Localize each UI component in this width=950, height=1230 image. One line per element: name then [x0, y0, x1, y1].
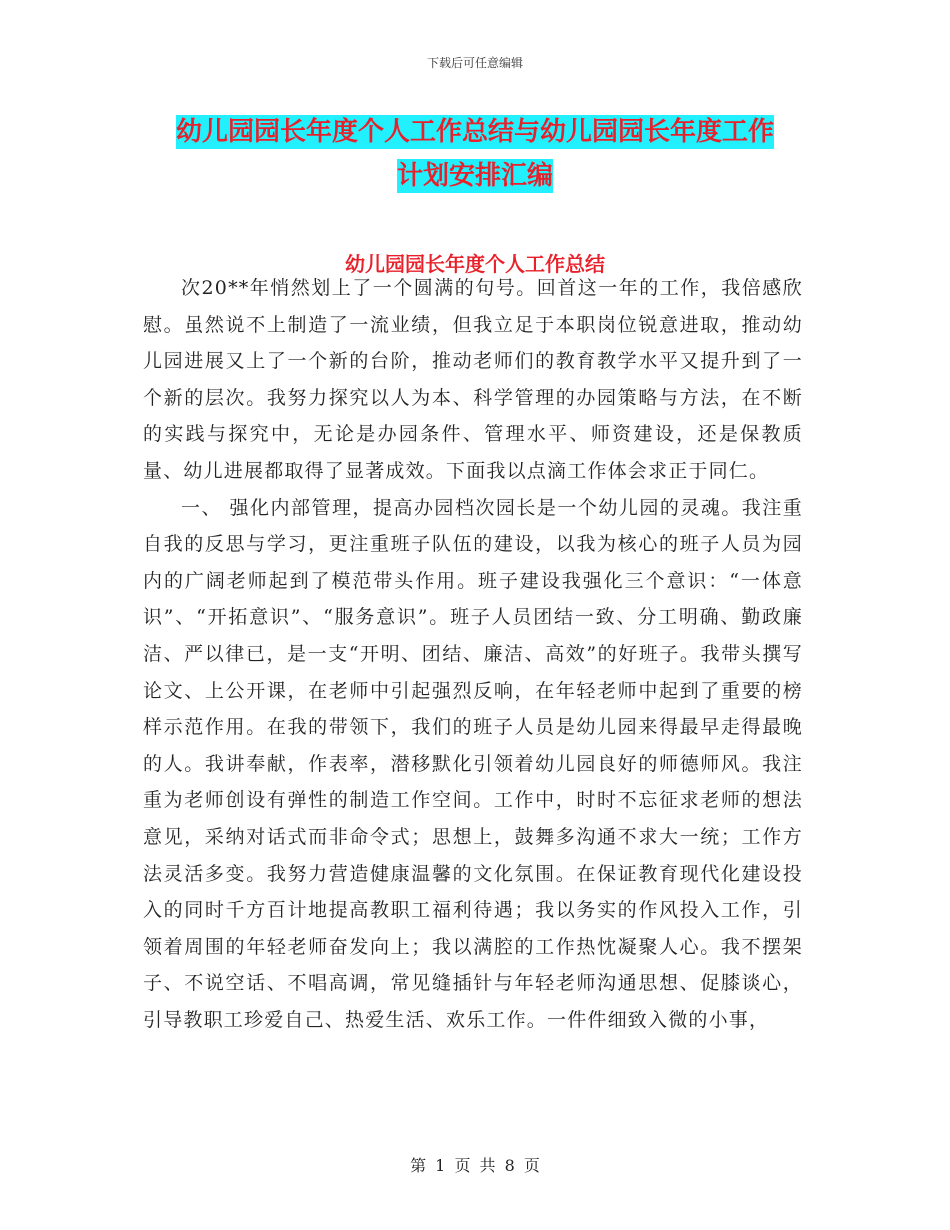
document-title — [0, 110, 950, 198]
document-body — [143, 270, 803, 1038]
paragraph-section-1: 一、 强化内部管理，提高办园档次园长是一个幼儿园的灵魂。我注重自我的反思与学习，更注重班子队伍的建设，以我为核心的班子人员为园内的广阔老师起到了模范带头作用。班子建设我强化三个意识：“一体意识”、“开拓意识”、“服务意识”。班子人员团结一致、分工明确、勤政廉洁、严以律已，是一支“开明、团结、廉洁、高效”的好班子。我带头撰写论文、上公开课，在老师中引起强烈反响，在年轻老师中起到了重要的榜样示范作用。在我的带领下，我们的班子人员是幼儿园来得最早走得最晚的人。我讲奉献，作表率，潜移默化引领着幼儿园良好的师德师风。我注重为老师创设有弹性的制造工作空间。工作中，时时不忘征求老师的想法意见，采纳对话式而非命令式；思想上，鼓舞多沟通不求大一统；工作方法灵活多变。我努力营造健康温馨的文化氛围。在保证教育现代化建设投入的同时千方百计地提高教职工福利待遇；我以务实的作风投入工作，引领着周围的年轻老师奋发向上；我以满腔的工作热忱凝聚人心。我不摆架子、不说空话、不唱高调，常见缝插针与年轻老师沟通思想、促膝谈心，引导教职工珍爱自己、热爱生活、欢乐工作。一件件细致入微的小事， — [143, 496, 803, 1031]
section-title: 幼儿园园长年度个人工作总结 — [345, 252, 605, 276]
title-line-1: 幼儿园园长年度个人工作总结与幼儿园园长年度工作 — [175, 117, 774, 147]
title-line-2: 计划安排汇编 — [396, 161, 553, 191]
paragraph-intro: 次20**年悄然划上了一个圆满的句号。回首这一年的工作，我倍感欣慰。虽然说不上制造了一流业绩，但我立足于本职岗位锐意进取，推动幼儿园进展又上了一个新的台阶，推动老师们的教育教学水平又提升到了一个新的层次。我努力探究以人为本、科学管理的办园策略与方法，在不断的实践与探究中，无论是办园条件、管理水平、师资建设，还是保教质量、幼儿进展都取得了显著成效。下面我以点滴工作体会求正于同仁。 — [143, 277, 803, 482]
header-note: 下载后可任意编辑 — [426, 56, 523, 70]
page-number: 第 1 页 共 8 页 — [410, 1156, 540, 1175]
